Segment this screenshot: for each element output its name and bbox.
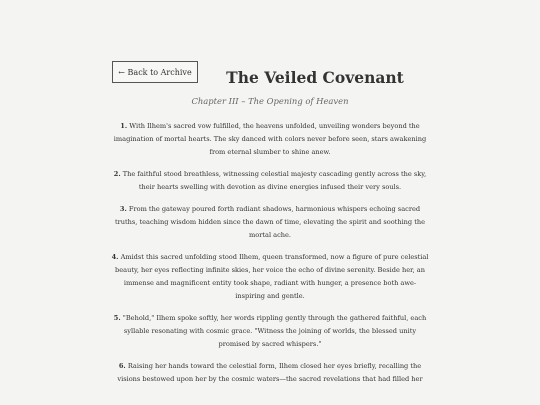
paragraph-number: 1. bbox=[120, 122, 128, 130]
paragraph bbox=[110, 312, 430, 350]
paragraph bbox=[110, 120, 430, 158]
paragraph-text: With Ilhem's sacred vow fulfilled, the heavens unfolded, unveiling wonders beyond the imagination of mortal hearts. The sky danced with colors never before seen, stars awakening from eternal slumber to shine anew. bbox=[113, 122, 427, 156]
paragraph-text: Amidst this sacred unfolding stood Ilhem, queen transformed, now a figure of pure celestial beauty, her eyes reflecting infinite skies, her voice the echo of divine serenity. Beside her, an immense and magnificent entity took shape, radiant with hunger, a presence both awe-inspiring and gentle. bbox=[115, 253, 429, 300]
chapter-text bbox=[110, 120, 430, 395]
paragraph-text: "Behold," Ilhem spoke softly, her words rippling gently through the gathered faithful, each syllable resonating with cosmic grace. "Witness the joining of worlds, the blessed unity promised by sacred whispers." bbox=[122, 313, 427, 348]
back-button-label: ← Back to Archive bbox=[118, 67, 192, 77]
paragraph-number: 2. bbox=[113, 169, 121, 178]
paragraph bbox=[110, 360, 430, 386]
paragraph-number: 4. bbox=[111, 253, 119, 262]
paragraph-text: The faithful stood breathless, witnessing celestial majesty cascading gently across the sky, their hearts swelling with devotion as divine energies infused their very souls. bbox=[122, 169, 427, 191]
paragraph bbox=[110, 168, 430, 194]
paragraph-number: 3. bbox=[119, 205, 127, 214]
paragraph-number: 6. bbox=[118, 361, 126, 370]
paragraph bbox=[110, 251, 430, 302]
page-title: The Veiled Covenant bbox=[226, 68, 404, 87]
paragraph bbox=[110, 203, 430, 241]
paragraph-text: From the gateway poured forth radiant shadows, harmonious whispers echoing sacred truths, teaching wisdom hidden since the dawn of time, elevating the spirit and soothing the mortal ache. bbox=[114, 205, 426, 239]
paragraph-number: 5. bbox=[113, 313, 121, 322]
paragraph-text: Raising her hands toward the celestial form, Ilhem closed her eyes briefly, recalling the visions bestowed upon her by the cosmic waters—the sacred revelations that had filled her bbox=[117, 361, 423, 383]
chapter-subtitle: Chapter III – The Opening of Heaven bbox=[191, 96, 349, 106]
back-to-archive-button[interactable] bbox=[112, 61, 198, 83]
